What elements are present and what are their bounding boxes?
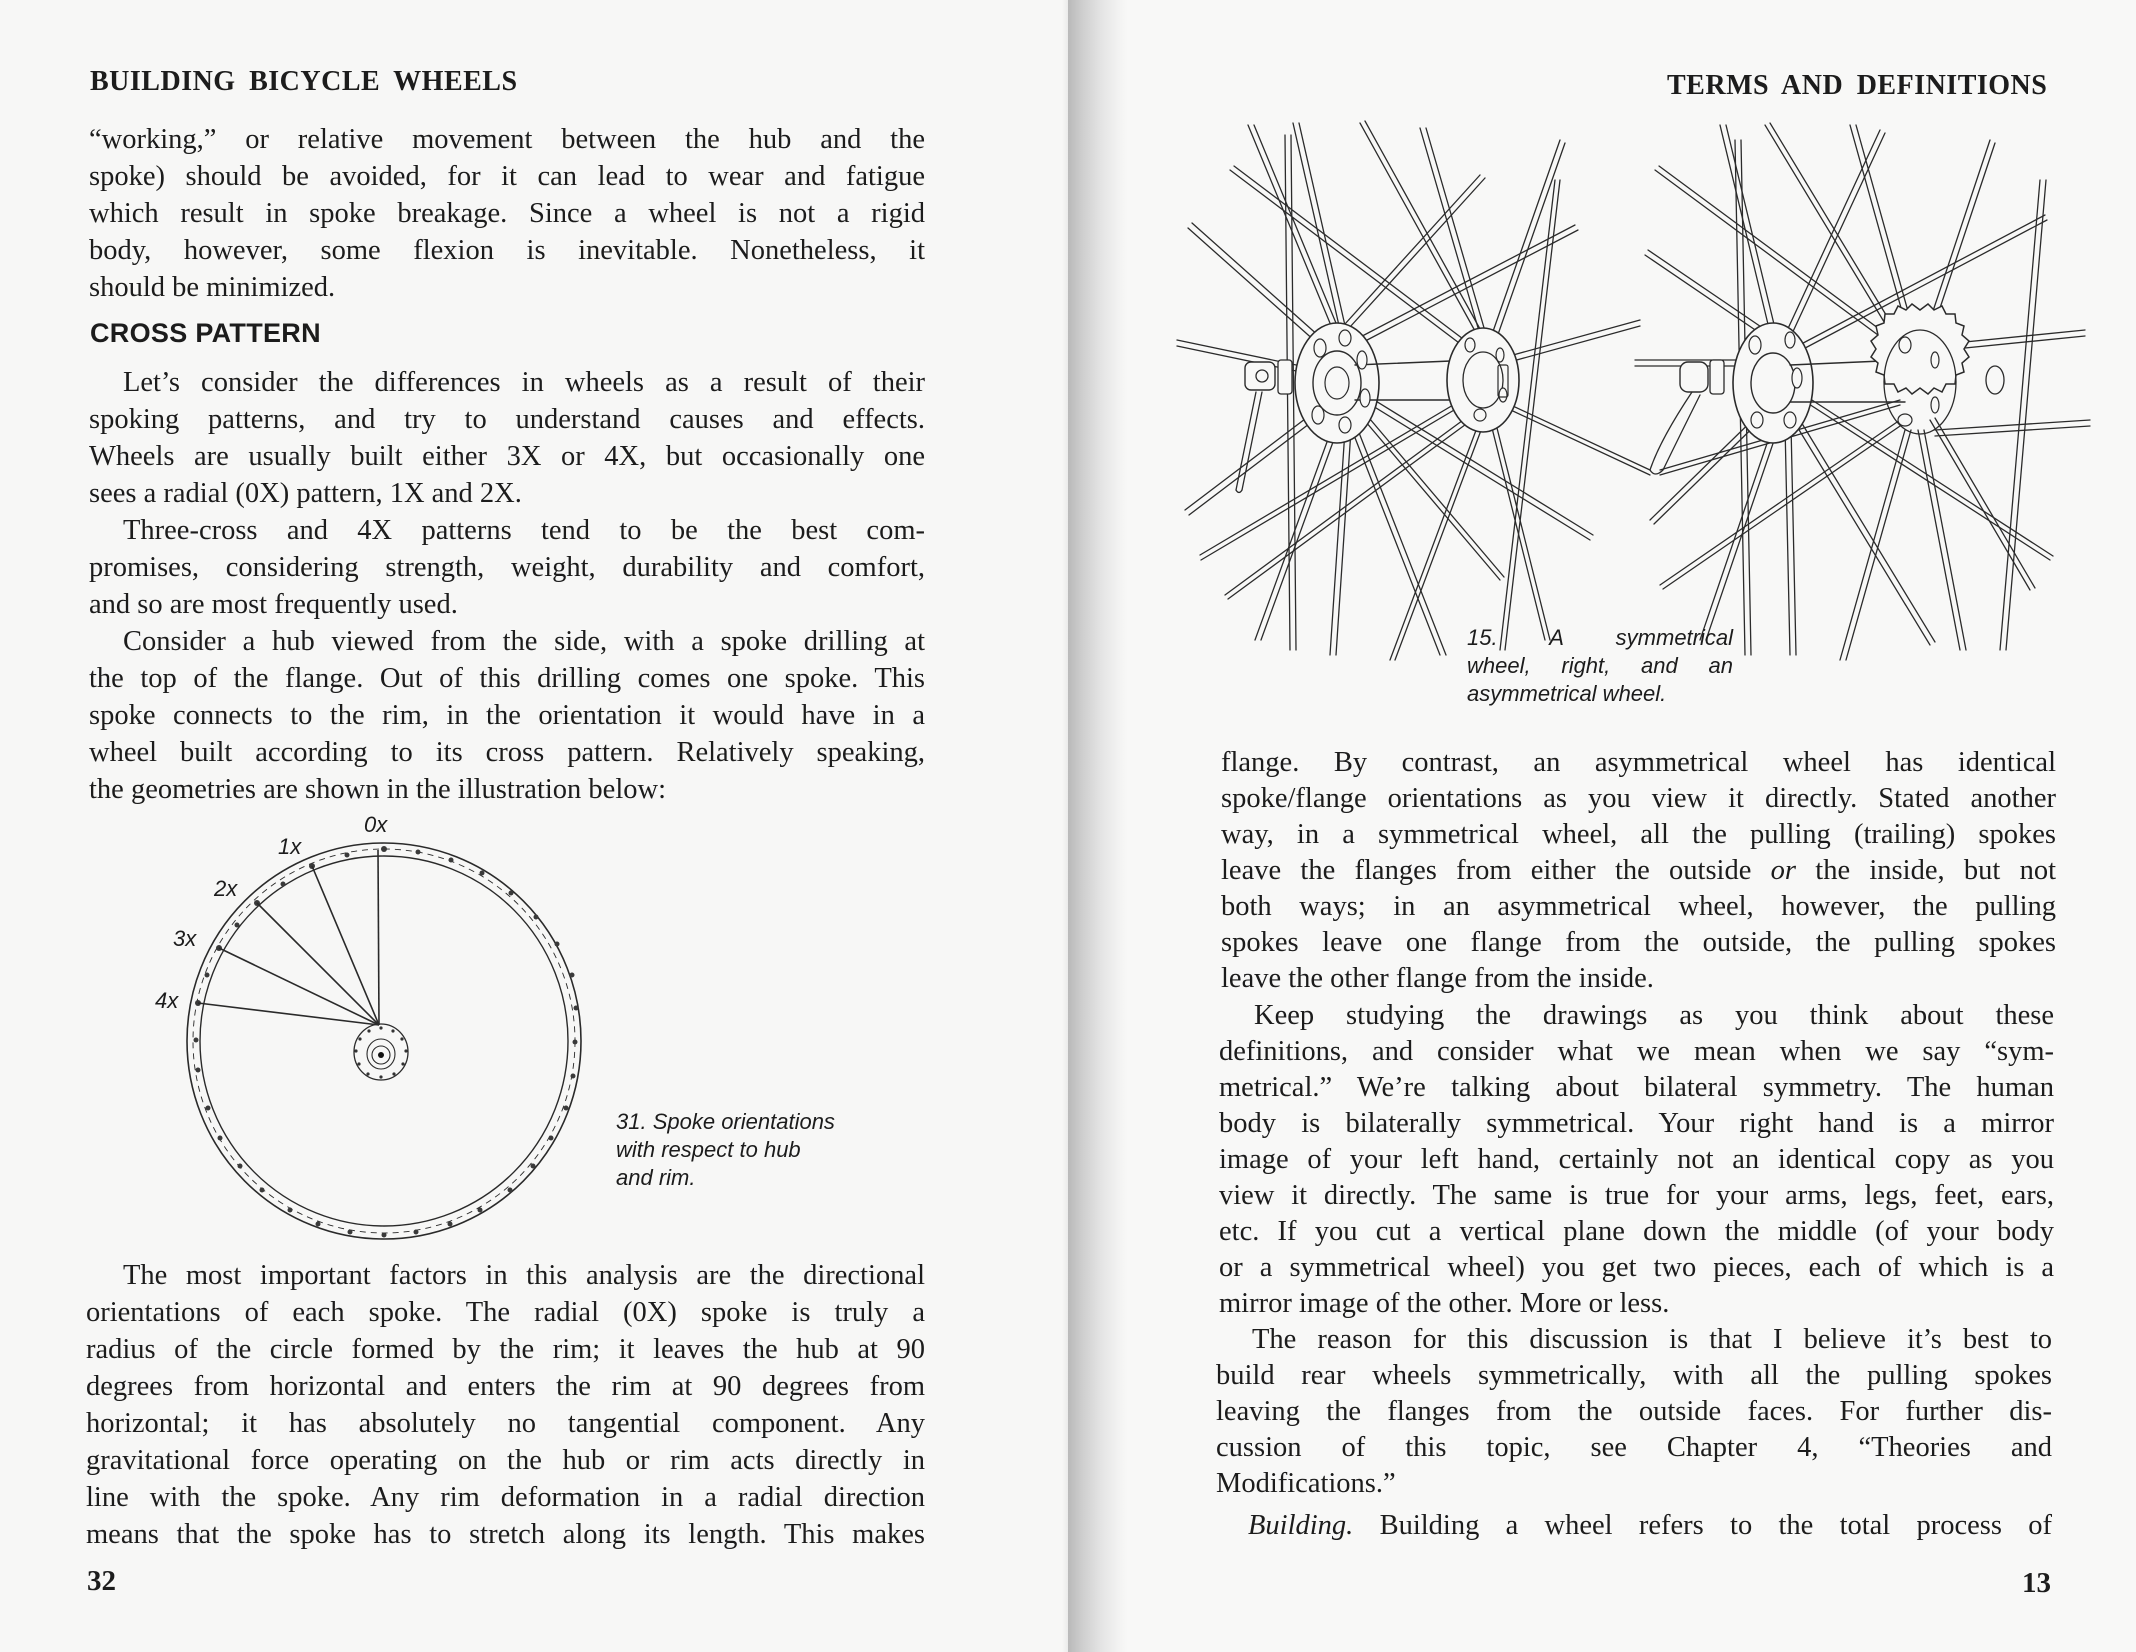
running-head-right: TERMS AND DEFINITIONS (1667, 70, 2048, 101)
text-span: the inside, but not (1796, 855, 2056, 886)
label-2x: 2x (214, 876, 238, 901)
text-line: orientations of each spoke. The radial (0X) spoke is truly a (86, 1297, 925, 1328)
text-line: promises, considering strength, weight, durability and comfort, (89, 552, 925, 583)
text-line: spokes leave one flange from the outside, the pulling spokes (1221, 927, 2056, 958)
text-line: should be minimized. (89, 272, 336, 303)
text-line: metrical.” We’re talking about bilateral symmetry. The human (1219, 1072, 2054, 1103)
page-number-right: 13 (2022, 1567, 2051, 1599)
text-line: mirror image of the other. More or less. (1219, 1288, 1670, 1319)
text-line: both ways; in an asymmetrical wheel, however, the pulling (1221, 891, 2056, 922)
running-head-left: BUILDING BICYCLE WHEELS (90, 66, 518, 97)
text-span: leave the flanges from either the outside (1221, 855, 1771, 886)
text-line: image of your left hand, certainly not an identical copy as you (1219, 1144, 2054, 1175)
term-building: Building. (1248, 1510, 1354, 1541)
text-line (1248, 1508, 2052, 1544)
text-line: Let’s consider the differences in wheels as a result of their (123, 367, 925, 398)
caption-line: and rim. (616, 1165, 696, 1190)
label-4x: 4x (155, 988, 179, 1013)
text-line: definitions, and consider what we mean when we say “sym- (1219, 1036, 2054, 1067)
text-line: Three-cross and 4X patterns tend to be the best com- (123, 515, 925, 546)
text-line: Keep studying the drawings as you think about these (1254, 1000, 2054, 1031)
text-line: wheel built according to its cross pattern. Relatively speaking, (89, 737, 925, 768)
text-line: body is bilaterally symmetrical. Your right hand is a mirror (1219, 1108, 2054, 1139)
text-line: cussion of this topic, see Chapter 4, “Theories and (1216, 1432, 2052, 1463)
page-number-left: 32 (87, 1565, 116, 1597)
label-1x: 1x (278, 834, 302, 859)
text-line: line with the spoke. Any rim deformation in a radial direction (86, 1482, 925, 1513)
figure-15-caption (1467, 624, 1733, 708)
text-line: spoke) should be avoided, for it can lead to wear and fatigue (89, 161, 925, 192)
text-span: Building a wheel refers to the total process of (1353, 1510, 2052, 1541)
caption-line: 31. Spoke orientations (616, 1109, 835, 1134)
caption-line: with respect to hub (616, 1137, 801, 1162)
caption-line: wheel, right, and an (1467, 653, 1733, 678)
caption-line: asymmetrical wheel. (1467, 681, 1667, 706)
caption-line: 15. A symmetrical (1467, 625, 1733, 650)
text-line: sees a radial (0X) pattern, 1X and 2X. (89, 478, 522, 509)
text-line: radius of the circle formed by the rim; it leaves the hub at 90 (86, 1334, 925, 1365)
text-line: the top of the flange. Out of this drilling comes one spoke. This (89, 663, 925, 694)
text-line: degrees from horizontal and enters the rim at 90 degrees from (86, 1371, 925, 1402)
text-line: body, however, some flexion is inevitable. Nonetheless, it (89, 235, 925, 266)
text-line: flange. By contrast, an asymmetrical wheel has identical (1221, 747, 2056, 778)
text-line: etc. If you cut a vertical plane down the middle (of your body (1219, 1216, 2054, 1247)
text-line: build rear wheels symmetrically, with all the pulling spokes (1216, 1360, 2052, 1391)
text-line: Modifications.” (1216, 1468, 1396, 1499)
label-0x: 0x (364, 812, 388, 837)
text-line: spoking patterns, and try to understand causes and effects. (89, 404, 925, 435)
text-line: The most important factors in this analysis are the directional (123, 1260, 925, 1291)
text-line: view it directly. The same is true for your arms, legs, feet, ears, (1219, 1180, 2054, 1211)
text-line: leaving the flanges from the outside faces. For further dis- (1216, 1396, 2052, 1427)
text-line: or a symmetrical wheel) you get two pieces, each of which is a (1219, 1252, 2054, 1283)
text-line: and so are most frequently used. (89, 589, 458, 620)
text-line (1221, 853, 2056, 889)
text-line: “working,” or relative movement between the hub and the (89, 124, 925, 155)
text-line: spoke/flange orientations as you view it directly. Stated another (1221, 783, 2056, 814)
text-line: means that the spoke has to stretch along its length. This makes (86, 1519, 925, 1550)
text-line: The reason for this discussion is that I believe it’s best to (1252, 1324, 2052, 1355)
text-line: spoke connects to the rim, in the orientation it would have in a (89, 700, 925, 731)
section-heading-cross-pattern: CROSS PATTERN (90, 318, 321, 348)
text-line: horizontal; it has absolutely no tangential component. Any (86, 1408, 925, 1439)
text-line: Consider a hub viewed from the side, with a spoke drilling at (123, 626, 925, 657)
label-3x: 3x (173, 926, 197, 951)
text-line: the geometries are shown in the illustration below: (89, 774, 666, 805)
emphasis-or: or (1770, 855, 1796, 886)
text-line: which result in spoke breakage. Since a wheel is not a rigid (89, 198, 925, 229)
text-line: leave the other flange from the inside. (1221, 963, 1654, 994)
text-line: gravitational force operating on the hub or rim acts directly in (86, 1445, 925, 1476)
text-line: Wheels are usually built either 3X or 4X, but occasionally one (89, 441, 925, 472)
text-line: way, in a symmetrical wheel, all the pulling (trailing) spokes (1221, 819, 2056, 850)
